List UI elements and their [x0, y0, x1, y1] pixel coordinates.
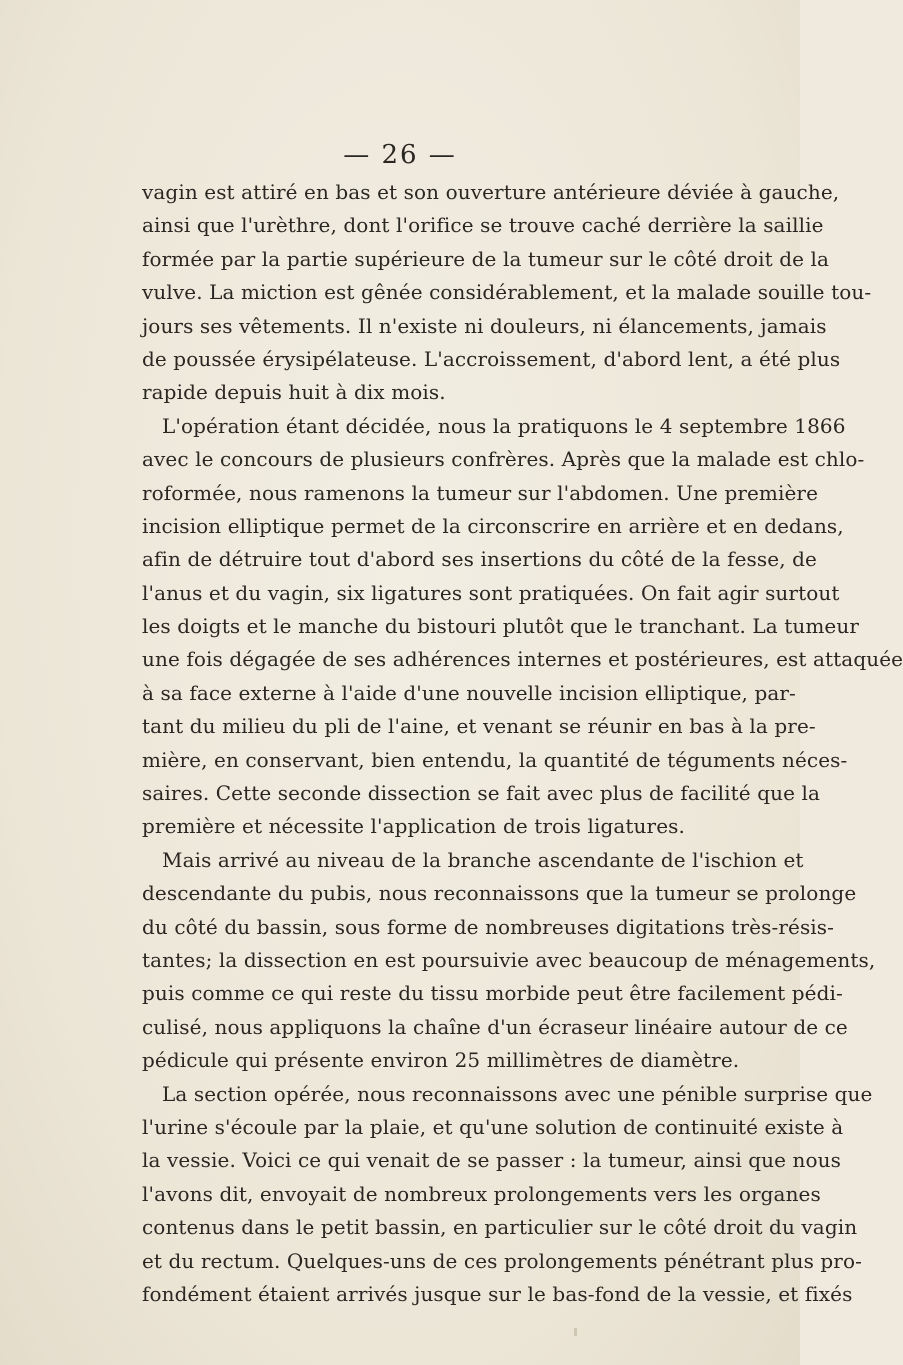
text-line: jours ses vêtements. Il n'existe ni douleurs, ni élancements, jamais [142, 313, 827, 338]
text-line: incision elliptique permet de la circonscrire en arrière et en dedans, [142, 513, 844, 538]
text-line: une fois dégagée de ses adhérences internes et postérieures, est attaquée [142, 647, 903, 672]
text-line: de poussée érysipélateuse. L'accroissement, d'abord lent, a été plus [142, 346, 841, 371]
paper-speck [574, 1328, 577, 1336]
text-line: pédicule qui présente environ 25 millimètres de diamètre. [142, 1048, 740, 1073]
text-line: et du rectum. Quelques-uns de ces prolongements pénétrant plus pro- [142, 1248, 862, 1273]
text-line: mière, en conservant, bien entendu, la quantité de téguments néces- [142, 747, 848, 772]
text-line: culisé, nous appliquons la chaîne d'un écraseur linéaire autour de ce [142, 1014, 848, 1039]
text-line: tant du milieu du pli de l'aine, et venant se réunir en bas à la pre- [142, 714, 816, 739]
text-line: afin de détruire tout d'abord ses insertions du côté de la fesse, de [142, 547, 817, 572]
text-line: du côté du bassin, sous forme de nombreuses digitations très-résis- [142, 914, 835, 939]
text-line: fondément étaient arrivés jusque sur le bas-fond de la vessie, et fixés [142, 1281, 853, 1306]
paragraph-start: La section opérée, nous reconnaissons avec une pénible surprise que [162, 1081, 873, 1106]
text-line: première et nécessite l'application de trois ligatures. [142, 814, 685, 839]
text-line: la vessie. Voici ce qui venait de se passer : la tumeur, ainsi que nous [142, 1148, 842, 1173]
text-line: à sa face externe à l'aide d'une nouvelle incision elliptique, par- [142, 680, 796, 705]
text-line: l'urine s'écoule par la plaie, et qu'une solution de continuité existe à [142, 1114, 844, 1139]
page-number: — 26 — [343, 140, 457, 170]
text-line: contenus dans le petit bassin, en particulier sur le côté droit du vagin [142, 1215, 858, 1240]
text-line: les doigts et le manche du bistouri plutôt que le tranchant. La tumeur [142, 614, 859, 639]
text-line: puis comme ce qui reste du tissu morbide peut être facilement pédi- [142, 981, 843, 1006]
text-line: ainsi que l'urèthre, dont l'orifice se trouve caché derrière la saillie [142, 213, 824, 238]
text-line: l'avons dit, envoyait de nombreux prolongements vers les organes [142, 1181, 821, 1206]
text-line: descendante du pubis, nous reconnaissons que la tumeur se prolonge [142, 881, 857, 906]
text-line: rapide depuis huit à dix mois. [142, 380, 446, 405]
text-line: roformée, nous ramenons la tumeur sur l'abdomen. Une première [142, 480, 819, 505]
text-line: saires. Cette seconde dissection se fait avec plus de facilité que la [142, 781, 820, 806]
body-text [142, 176, 903, 1311]
text-line: l'anus et du vagin, six ligatures sont pratiquées. On fait agir surtout [142, 580, 840, 605]
text-line: tantes; la dissection en est poursuivie avec beaucoup de ménagements, [142, 947, 876, 972]
paragraph-start: Mais arrivé au niveau de la branche ascendante de l'ischion et [162, 847, 804, 872]
text-line: vagin est attiré en bas et son ouverture antérieure déviée à gauche, [142, 180, 840, 204]
paragraph-start: L'opération étant décidée, nous la pratiquons le 4 septembre 1866 [162, 413, 846, 438]
text-line: formée par la partie supérieure de la tumeur sur le côté droit de la [142, 246, 830, 271]
text-line: avec le concours de plusieurs confrères. Après que la malade est chlo- [142, 447, 865, 472]
text-line: vulve. La miction est gênée considérablement, et la malade souille tou- [142, 280, 872, 305]
